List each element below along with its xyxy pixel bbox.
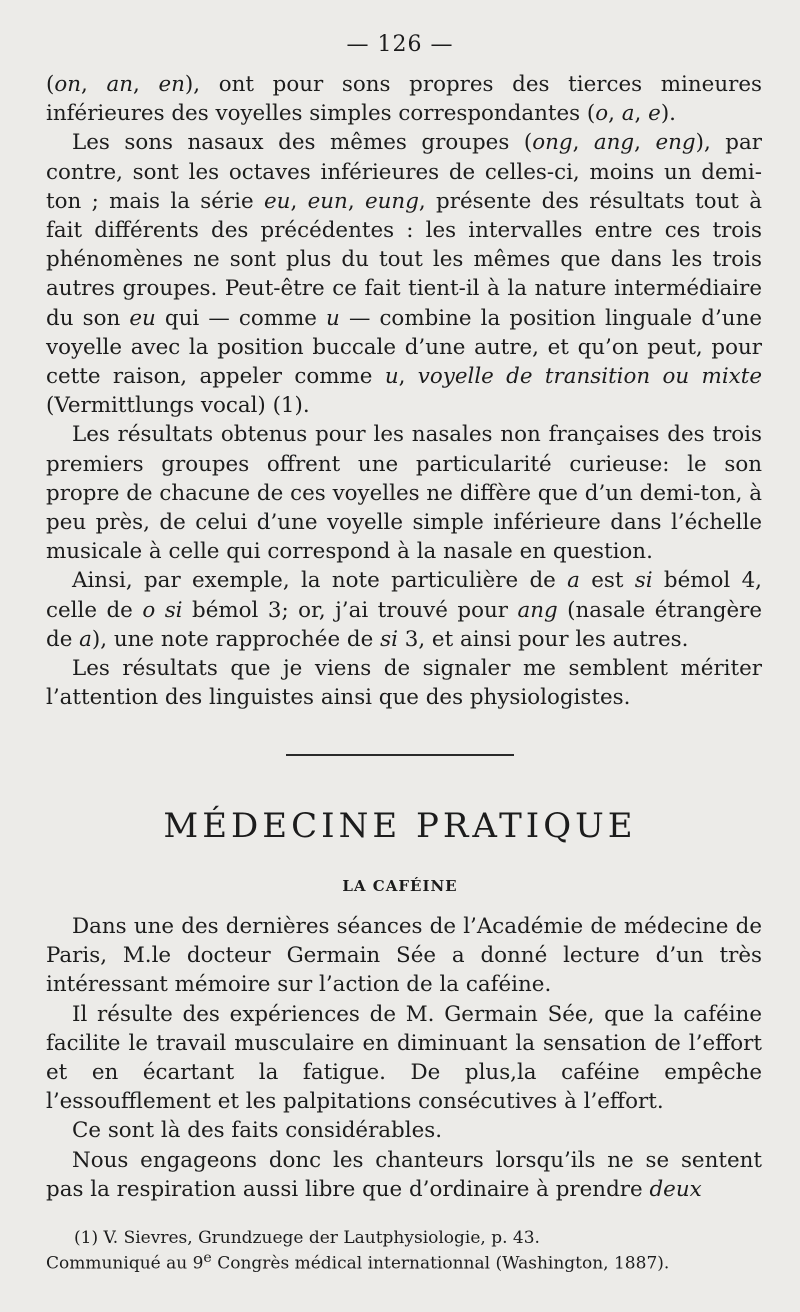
section-title: MÉDECINE PRATIQUE [163,806,637,846]
footnotes [46,1228,762,1274]
footnote: Communiqué au 9e Congrès médical internationnal (Washington, 1887). [46,1250,670,1274]
section-divider [286,754,514,756]
article-body [46,912,762,1204]
paragraph: Dans une des dernières séances de l’Académie de médecine de Paris, M.le docteur Germain Sée a donné lecture d’un très intéressant mémoire sur l’action de la caféine. [46,914,762,998]
article-continuation [46,70,762,712]
paragraph: Nous engageons donc les chanteurs lorsqu’ils ne se sentent pas la respiration aussi libre que d’ordinaire à prendre deux [46,1147,762,1202]
section-subtitle: LA CAFÉINE [342,877,458,895]
paragraph: Il résulte des expériences de M. Germain Sée, que la caféine facilite le travail musculaire en diminuant la sensation de l’effort et en écartant la fatigue. De plus,la caféine empêche l’essoufflement et les palpitations consécutives à l’effort. [46,1001,762,1115]
paragraph: (on, an, en), ont pour sons propres des tierces mineures inférieures des voyelles simples correspondantes (o, a, e). [46,72,762,127]
page-number: — 126 — [346,32,454,57]
paragraph: Les résultats que je viens de signaler me semblent mériter l’attention des linguistes ainsi que des physiologistes. [46,656,762,711]
paragraph: Ainsi, par exemple, la note particulière de a est si bémol 4, celle de o si bémol 3; or, j’ai trouvé pour ang (nasale étrangère de a), une note rapprochée de si 3, et ainsi pour les autres. [46,568,763,652]
footnote: (1) V. Sievres, Grundzuege der Lautphysiologie, p. 43. [74,1228,540,1248]
paragraph: Les sons nasaux des mêmes groupes (ong, ang, eng), par contre, sont les octaves inférieures de celles-ci, moins un demi-ton ; mais la série eu, eun, eung, présente des résultats tout à fait différents des précédentes : les intervalles entre ces trois phénomènes ne sont plus du tout les mêmes que dans les trois autres groupes. Peut-être ce fait tient-il à la nature intermédiaire du son eu qui — comme u — combine la position linguale d’une voyelle avec la position buccale d’une autre, et qu’on peut, pour cette raison, appeler comme u, voyelle de transition ou mixte (Vermittlungs vocal) (1). [46,130,763,419]
paragraph: Les résultats obtenus pour les nasales non françaises des trois premiers groupes offrent une particularité curieuse: le son propre de chacune de ces voyelles ne diffère que d’un demi-ton, à peu près, de celui d’une voyelle simple inférieure dans l’échelle musicale à celle qui correspond à la nasale en question. [46,422,762,565]
paragraph: Ce sont là des faits considérables. [72,1118,443,1144]
